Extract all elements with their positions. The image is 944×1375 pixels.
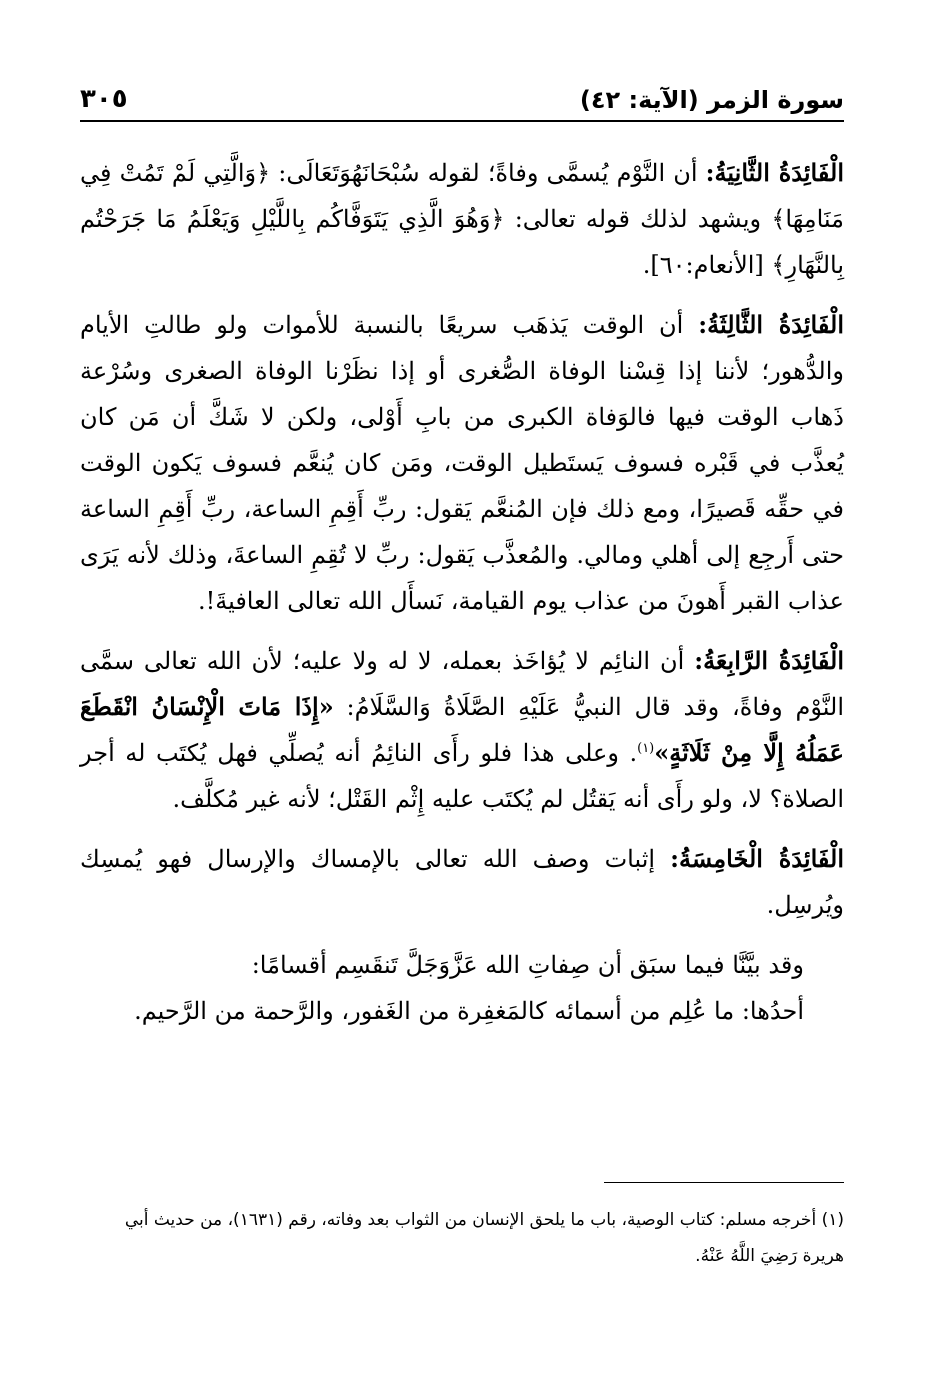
main-text [80, 150, 844, 1048]
page-header [80, 80, 844, 122]
hadith-quote: «إِذَا مَاتَ الْإِنْسَانُ انْقَطَعَ عَمَلُهُ إِلَّا مِنْ ثَلَاثَةٍ» [80, 692, 844, 767]
footnote-divider [604, 1182, 844, 1183]
page-number: ٣٠٥ [80, 84, 128, 114]
paragraph-fifth-benefit [80, 836, 844, 928]
benefit-label: الْفَائِدَةُ الْخَامِسَةُ: [670, 844, 845, 873]
quran-reference: [الأنعام:٦٠]. [642, 251, 772, 279]
continuation-line: أحدُها: ما عُلِم من أسمائه كالمَغفِرة من الغَفور، والرَّحمة من الرَّحيم. [134, 997, 804, 1025]
footnote: (١) أخرجه مسلم: كتاب الوصية، باب ما يلحق الإنسان من الثواب بعد وفاته، رقم (١٦٣١)، من حديث أبي هريرة رَضِيَ اللَّهُ عَنْهُ. [124, 1210, 844, 1266]
footnote-marker[interactable]: (١) [637, 741, 655, 756]
benefit-label: الْفَائِدَةُ الثَّالِثَةُ: [698, 310, 844, 339]
benefit-label: الْفَائِدَةُ الثَّانِيَةُ: [705, 158, 844, 187]
paragraph-text: أن النائِم لا يُؤاخَذ بعمله، لا له ولا عليه؛ لأن الله تعالى سمَّى النَّوْم وفاةً، وقد قال النبيُّ عَلَيْهِ الصَّلَاةُ وَالسَّلَامُ: [80, 647, 844, 721]
surah-title: سورة الزمر (الآية: ٤٢) [579, 86, 844, 114]
paragraph-text: . وعلى هذا فلو رأَى النائِمُ أنه يُصلِّي فهل يُكتَب له أجر الصلاة؟ لا، ولو رأَى أنه يَقتُل لم يُكتَب عليه إِثْم القَتْل؛ لأنه غير مُكلَّف. [80, 739, 844, 813]
continuation-line: وقد بيَّنَّا فيما سبَق أن صِفاتِ الله عَزَّوَجَلَّ تَنقَسِم أقسامًا: [251, 951, 804, 979]
paragraph-text: أن الوقت يَذهَب سريعًا بالنسبة للأموات ولو طالتِ الأيام والدُّهور؛ لأننا إذا قِسْنا الوفاة الصُّغرى أو إذا نظَرْنا الوفاة الصغرى وسُرْعة ذَهاب الوقت فيها فالوَفاة الكبرى من بابِ أَوْلى، ولكن لا شَكَّ أن مَن كان يُعذَّب في قَبْره فسوف يَستَطيل الوقت، ومَن كان يُنعَّم فسوف يَكون الوقت في حقِّه قَصيرًا، ومع ذلك فإن المُنعَّم يَقول: ربِّ أَقِمِ الساعة، ربِّ أَقِمِ الساعة حتى أَرجِع إلى أهلي ومالي. والمُعذَّب يَقول: ربِّ لا تُقِمِ الساعةَ، وذلك لأنه يَرَى عذاب القبر أَهونَ من عذاب يوم القيامة، نَسأَل الله تعالى العافيةَ!. [80, 311, 844, 615]
paragraph-text: إثبات وصف الله تعالى بالإمساك والإرسال فهو يُمسِك ويُرسِل. [80, 845, 844, 919]
paragraph-fourth-benefit [80, 638, 844, 822]
quran-quote: ﴿وَالَّتِي لَمْ تَمُتْ فِي مَنَامِهَا﴾ [80, 159, 845, 233]
paragraph-text: ويشهد لذلك قوله تعالى: [504, 205, 772, 233]
quran-quote: ﴿وَهُوَ الَّذِي يَتَوَفَّاكُم بِاللَّيْلِ وَيَعْلَمُ مَا جَرَحْتُم بِالنَّهَارِ﴾ [80, 205, 844, 279]
paragraph-third-benefit [80, 302, 844, 624]
paragraph-second-benefit [80, 150, 844, 288]
paragraph-text: أن النَّوْم يُسمَّى وفاةً؛ لقوله سُبْحَانَهُوَتَعَالَى: [270, 159, 706, 187]
benefit-label: الْفَائِدَةُ الرَّابِعَةُ: [694, 646, 845, 675]
